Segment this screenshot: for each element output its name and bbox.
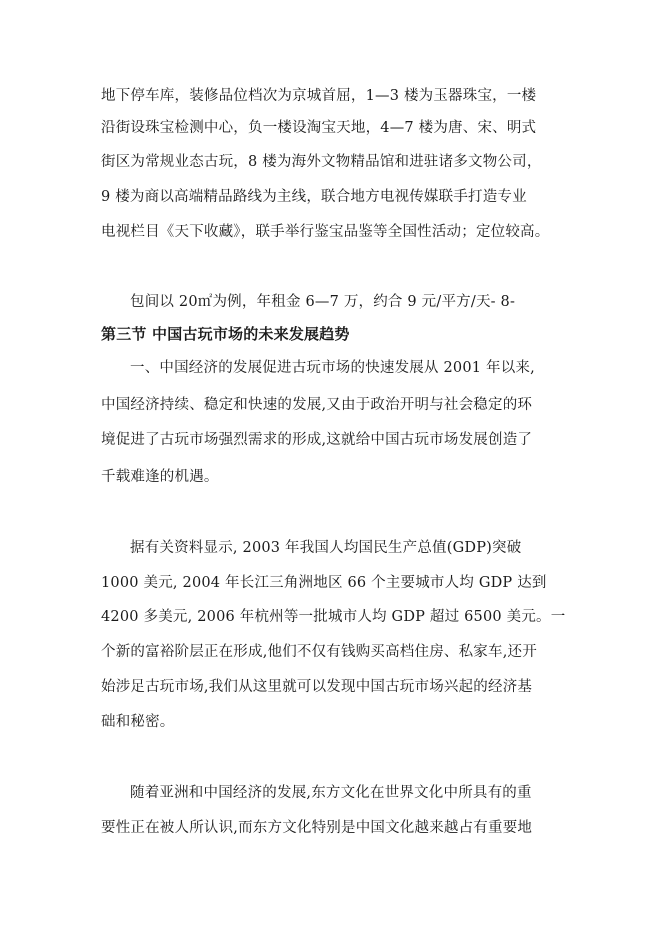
text-line: 一、中国经济的发展促进古玩市场的快速发展从 2001 年以来, [130, 360, 535, 376]
text-line: 街区为常规业态古玩，8 楼为海外文物精品馆和进驻诸多文物公司， [101, 154, 542, 170]
text-line: 个新的富裕阶层正在形成,他们不仅有钱购买高档住房、私家车,还开 [101, 644, 537, 660]
text-line: 沿街设珠宝检测中心，负一楼设淘宝天地，4—7 楼为唐、宋、明式 [101, 120, 537, 136]
text-line: 1000 美元, 2004 年长江三角洲地区 66 个主要城市人均 GDP 达到 [101, 575, 547, 591]
text-line: 随着亚洲和中国经济的发展,东方文化在世界文化中所具有的重 [130, 785, 532, 801]
section-heading: 第三节 中国古玩市场的未来发展趋势 [101, 325, 350, 343]
text-line: 始涉足古玩市场,我们从这里就可以发现中国古玩市场兴起的经济基 [101, 679, 533, 695]
text-line: 中国经济持续、稳定和快速的发展,又由于政治开明与社会稳定的环 [101, 397, 533, 413]
text-line: 境促进了古玩市场强烈需求的形成,这就给中国古玩市场发展创造了 [101, 432, 533, 448]
text-line: 电视栏目《天下收藏》，联手举行鉴宝品鉴等全国性活动；定位较高。 [101, 224, 550, 240]
text-line: 包间以 20㎡为例，年租金 6—7 万，约合 9 元/平方/天- 8- [130, 294, 516, 310]
text-line: 地下停车库，装修品位档次为京城首屈，1—3 楼为玉器珠宝，一楼 [101, 88, 537, 104]
text-line: 4200 多美元, 2006 年杭州等一批城市人均 GDP 超过 6500 美元。一 [101, 609, 566, 625]
text-line: 础和秘密。 [101, 714, 175, 730]
text-line: 要性正在被人所认识,而东方文化特别是中国文化越来越占有重要地 [101, 820, 533, 836]
text-line: 千载难逢的机遇。 [101, 469, 219, 485]
text-line: 9 楼为商以高端精品路线为主线，联合地方电视传媒联手打造专业 [101, 189, 527, 205]
text-line: 据有关资料显示, 2003 年我国人均国民生产总值(GDP)突破 [130, 540, 522, 556]
